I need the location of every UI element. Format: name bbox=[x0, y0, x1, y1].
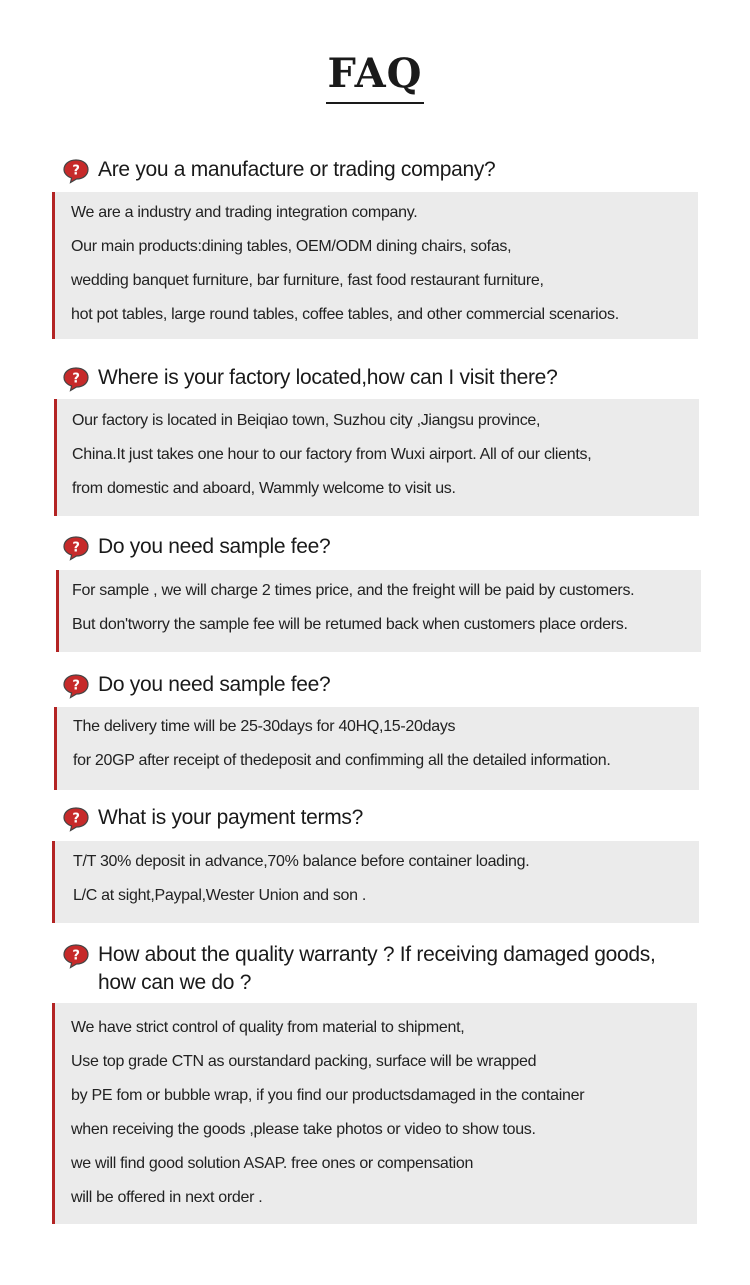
question-text: Do you need sample fee? bbox=[98, 535, 331, 558]
question-bubble-icon bbox=[62, 673, 90, 699]
question-text: Do you need sample fee? bbox=[98, 673, 331, 696]
faq-answer-1 bbox=[52, 192, 698, 339]
svg-text:?: ? bbox=[72, 811, 80, 827]
answer-line: will be offered in next order . bbox=[71, 1189, 263, 1206]
answer-line: T/T 30% deposit in advance,70% balance before container loading. bbox=[73, 853, 530, 870]
question-text: What is your payment terms? bbox=[98, 806, 363, 829]
question-line: How about the quality warranty ? If receiving damaged goods, bbox=[98, 943, 656, 966]
answer-line: Our main products:dining tables, OEM/ODM dining chairs, sofas, bbox=[71, 238, 512, 255]
question-bubble-icon bbox=[62, 943, 90, 969]
answer-line: from domestic and aboard, Wammly welcome to visit us. bbox=[72, 480, 456, 497]
answer-line: by PE fom or bubble wrap, if you find our productsdamaged in the container bbox=[71, 1087, 585, 1104]
faq-answer-3 bbox=[56, 570, 701, 652]
faq-title-wrap bbox=[0, 50, 750, 104]
answer-line: L/C at sight,Paypal,Wester Union and son . bbox=[73, 887, 367, 904]
answer-line: China.It just takes one hour to our factory from Wuxi airport. All of our clients, bbox=[72, 446, 592, 463]
faq-answer-4 bbox=[54, 707, 699, 790]
answer-line: Our factory is located in Beiqiao town, Suzhou city ,Jiangsu province, bbox=[72, 412, 541, 429]
answer-line: hot pot tables, large round tables, coffee tables, and other commercial scenarios. bbox=[71, 306, 619, 323]
faq-answer-6 bbox=[52, 1003, 697, 1224]
answer-line: The delivery time will be 25-30days for 40HQ,15-20days bbox=[73, 718, 456, 735]
svg-text:?: ? bbox=[72, 540, 80, 556]
faq-answer-5 bbox=[52, 841, 699, 923]
question-bubble-icon bbox=[62, 535, 90, 561]
faq-question-1 bbox=[62, 156, 495, 184]
answer-line: we will find good solution ASAP. free ones or compensation bbox=[71, 1155, 474, 1172]
answer-line: when receiving the goods ,please take photos or video to show tous. bbox=[71, 1121, 536, 1138]
answer-line: Use top grade CTN as ourstandard packing, surface will be wrapped bbox=[71, 1053, 537, 1070]
answer-line: For sample , we will charge 2 times price, and the freight will be paid by customers. bbox=[72, 582, 635, 599]
question-bubble-icon bbox=[62, 806, 90, 832]
faq-question-6 bbox=[62, 941, 656, 997]
answer-line: wedding banquet furniture, bar furniture, fast food restaurant furniture, bbox=[71, 272, 544, 289]
question-bubble-icon bbox=[62, 158, 90, 184]
faq-question-3 bbox=[62, 533, 330, 561]
faq-question-5 bbox=[62, 804, 363, 832]
question-text-block bbox=[98, 941, 656, 997]
answer-line: We are a industry and trading integration company. bbox=[71, 204, 418, 221]
svg-text:?: ? bbox=[72, 678, 80, 694]
svg-text:?: ? bbox=[72, 163, 80, 179]
answer-line: for 20GP after receipt of thedeposit and confimming all the detailed information. bbox=[73, 752, 611, 769]
faq-answer-2 bbox=[54, 399, 699, 516]
svg-text:?: ? bbox=[72, 948, 80, 964]
svg-text:?: ? bbox=[72, 371, 80, 387]
question-text: Where is your factory located,how can I visit there? bbox=[98, 366, 558, 389]
faq-question-2 bbox=[62, 364, 557, 392]
question-line: how can we do ? bbox=[98, 971, 252, 994]
answer-line: But don'tworry the sample fee will be retumed back when customers place orders. bbox=[72, 616, 628, 633]
page-title: FAQ bbox=[326, 50, 425, 104]
answer-line: We have strict control of quality from material to shipment, bbox=[71, 1019, 465, 1036]
faq-question-4 bbox=[62, 671, 330, 699]
question-bubble-icon bbox=[62, 366, 90, 392]
question-text: Are you a manufacture or trading company? bbox=[98, 158, 496, 181]
